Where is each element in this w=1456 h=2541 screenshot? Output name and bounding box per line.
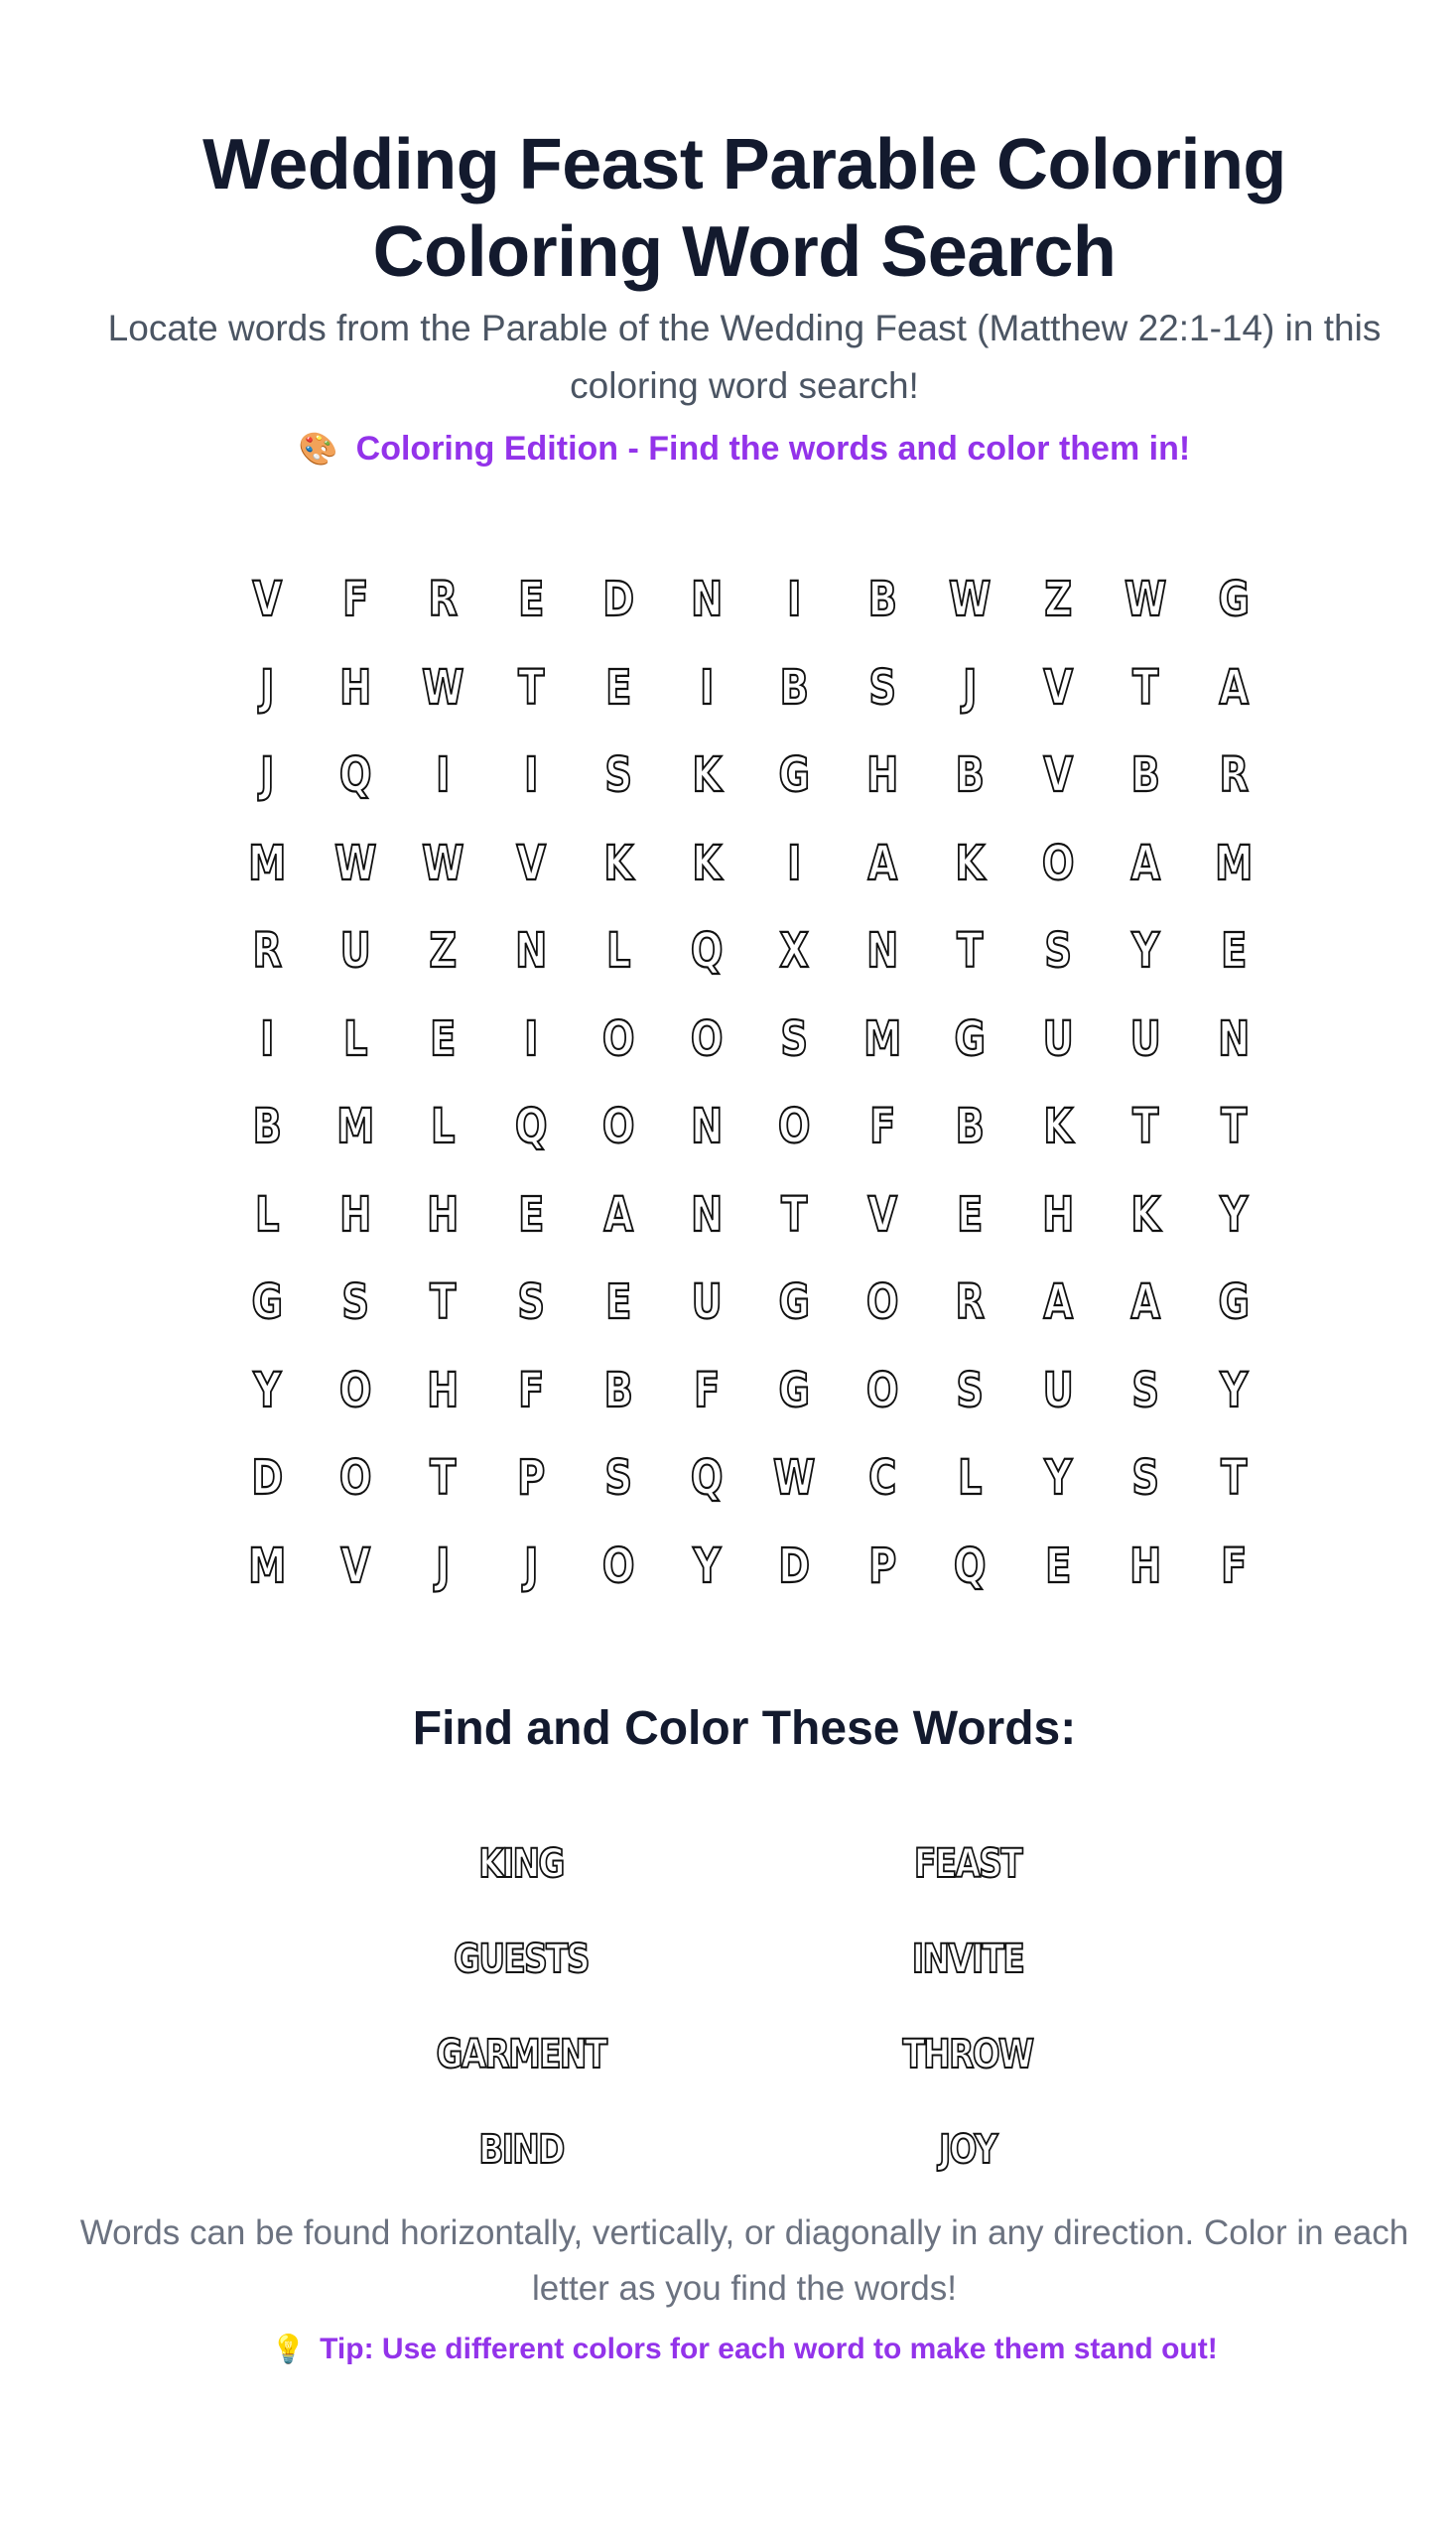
word-list-item: THROW bbox=[902, 2032, 1033, 2077]
grid-cell[interactable]: K bbox=[1042, 1099, 1073, 1155]
grid-cell[interactable]: G bbox=[251, 1274, 284, 1331]
grid-cell[interactable]: L bbox=[431, 1099, 456, 1155]
grid-cell[interactable]: B bbox=[779, 659, 809, 716]
grid-cell[interactable]: J bbox=[436, 1538, 451, 1594]
grid-cell[interactable]: K bbox=[691, 835, 722, 891]
grid-cell[interactable]: B bbox=[955, 1099, 985, 1155]
edition-banner bbox=[99, 427, 1390, 470]
grid-cell[interactable]: H bbox=[865, 747, 898, 804]
page-subtitle: Locate words from the Parable of the Wedding Feast (Matthew 22:1-14) in this coloring word search! bbox=[107, 308, 1382, 406]
grid-cell[interactable]: S bbox=[1131, 1450, 1160, 1507]
grid-cell[interactable]: A bbox=[1218, 659, 1249, 716]
grid-cell[interactable]: T bbox=[430, 1274, 457, 1331]
grid-cell[interactable]: L bbox=[958, 1450, 983, 1507]
grid-cell[interactable]: D bbox=[251, 1450, 284, 1507]
grid-cell[interactable]: Z bbox=[1043, 572, 1072, 628]
grid-cell[interactable]: U bbox=[1129, 1010, 1161, 1067]
grid-cell[interactable]: R bbox=[1218, 747, 1249, 804]
grid-cell[interactable]: S bbox=[516, 1274, 545, 1331]
grid-cell[interactable]: I bbox=[787, 572, 802, 628]
grid-cell[interactable]: H bbox=[338, 659, 371, 716]
page-title: Wedding Feast Parable Coloring Coloring Word Search bbox=[202, 125, 1286, 292]
grid-cell[interactable]: U bbox=[1042, 1010, 1074, 1067]
grid-cell[interactable]: B bbox=[252, 1099, 282, 1155]
grid-cell[interactable]: T bbox=[1132, 1099, 1159, 1155]
grid-cell[interactable]: D bbox=[778, 1538, 811, 1594]
word-list-heading: Find and Color These Words: bbox=[412, 1702, 1077, 1755]
grid-cell[interactable]: W bbox=[422, 835, 464, 891]
grid-cell[interactable]: I bbox=[523, 1010, 538, 1067]
grid-cell[interactable]: L bbox=[606, 923, 631, 980]
grid-cell[interactable]: K bbox=[603, 835, 634, 891]
grid-cell[interactable]: E bbox=[430, 1010, 457, 1067]
grid-cell[interactable]: G bbox=[778, 1274, 811, 1331]
grid-cell[interactable]: G bbox=[954, 1010, 987, 1067]
grid-cell[interactable]: E bbox=[1044, 1538, 1071, 1594]
grid-cell[interactable]: E bbox=[605, 659, 632, 716]
grid-cell[interactable]: N bbox=[690, 572, 723, 628]
grid-cell[interactable]: I bbox=[699, 659, 714, 716]
grid-cell[interactable]: E bbox=[605, 1274, 632, 1331]
palette-icon: 🎨 bbox=[298, 431, 338, 467]
word-list-item: GUESTS bbox=[454, 1937, 589, 1982]
grid-cell[interactable]: F bbox=[868, 1099, 895, 1155]
grid-cell[interactable]: I bbox=[260, 1010, 275, 1067]
word-list bbox=[298, 1816, 1191, 2198]
grid-cell[interactable]: M bbox=[862, 1010, 901, 1067]
tip-banner bbox=[99, 2329, 1390, 2370]
grid-cell[interactable]: A bbox=[866, 835, 897, 891]
grid-cell[interactable]: O bbox=[865, 1274, 899, 1331]
grid-cell[interactable]: B bbox=[955, 747, 985, 804]
grid-cell[interactable]: V bbox=[1042, 659, 1073, 716]
grid-cell[interactable]: Y bbox=[253, 1362, 282, 1418]
grid-cell[interactable]: M bbox=[335, 1099, 374, 1155]
grid-cell[interactable]: Y bbox=[692, 1538, 721, 1594]
grid-cell[interactable]: W bbox=[333, 835, 376, 891]
grid-cell[interactable]: Q bbox=[690, 1450, 724, 1507]
grid-cell[interactable]: Q bbox=[338, 747, 372, 804]
grid-cell[interactable]: S bbox=[956, 1362, 985, 1418]
grid-cell[interactable]: T bbox=[1220, 1450, 1247, 1507]
grid-cell[interactable]: S bbox=[780, 1010, 809, 1067]
grid-cell[interactable]: U bbox=[691, 1274, 723, 1331]
grid-cell[interactable]: L bbox=[255, 1186, 280, 1243]
grid-cell[interactable]: E bbox=[1220, 923, 1247, 980]
grid-cell[interactable]: O bbox=[690, 1010, 724, 1067]
grid-cell[interactable]: V bbox=[866, 1186, 897, 1243]
grid-cell[interactable]: I bbox=[787, 835, 802, 891]
grid-cell[interactable]: F bbox=[693, 1362, 720, 1418]
grid-cell[interactable]: J bbox=[260, 659, 275, 716]
grid-cell[interactable]: E bbox=[517, 1186, 544, 1243]
grid-cell[interactable]: G bbox=[778, 1362, 811, 1418]
grid-cell[interactable]: I bbox=[436, 747, 451, 804]
grid-cell[interactable]: V bbox=[1042, 747, 1073, 804]
grid-cell[interactable]: A bbox=[1130, 835, 1161, 891]
puzzle-grid-container bbox=[223, 556, 1265, 1610]
grid-cell[interactable]: O bbox=[338, 1362, 372, 1418]
grid-cell[interactable]: S bbox=[340, 1274, 369, 1331]
grid-cell[interactable]: B bbox=[1130, 747, 1160, 804]
grid-cell[interactable]: H bbox=[338, 1186, 371, 1243]
instructions-text: Words can be found horizontally, vertically, or diagonally in any direction. Color in each letter as you find the words! bbox=[79, 2213, 1409, 2308]
grid-cell[interactable]: P bbox=[867, 1538, 896, 1594]
word-list-item: FEAST bbox=[913, 1841, 1021, 1887]
grid-cell[interactable]: T bbox=[1220, 1099, 1247, 1155]
grid-cell[interactable]: Y bbox=[1219, 1186, 1248, 1243]
grid-cell[interactable]: G bbox=[1217, 1274, 1250, 1331]
grid-cell[interactable]: H bbox=[427, 1186, 460, 1243]
grid-cell[interactable]: R bbox=[955, 1274, 986, 1331]
grid-cell[interactable]: Y bbox=[1219, 1362, 1248, 1418]
grid-cell[interactable]: W bbox=[773, 1450, 816, 1507]
grid-cell[interactable]: A bbox=[603, 1186, 634, 1243]
grid-cell[interactable]: Q bbox=[690, 923, 724, 980]
letter-grid bbox=[223, 556, 1265, 1610]
grid-cell[interactable]: M bbox=[248, 835, 287, 891]
grid-cell[interactable]: M bbox=[248, 1538, 287, 1594]
grid-cell[interactable]: B bbox=[867, 572, 897, 628]
grid-cell[interactable]: E bbox=[957, 1186, 984, 1243]
grid-cell[interactable]: Z bbox=[429, 923, 458, 980]
edition-text: Coloring Edition - Find the words and color them in! bbox=[355, 430, 1191, 468]
grid-cell[interactable]: T bbox=[1132, 659, 1159, 716]
grid-cell[interactable]: C bbox=[867, 1450, 896, 1507]
tip-text: Tip: Use different colors for each word to make them stand out! bbox=[320, 2333, 1218, 2365]
grid-cell[interactable]: O bbox=[601, 1099, 635, 1155]
grid-cell[interactable]: O bbox=[601, 1538, 635, 1594]
word-list-item: BIND bbox=[478, 2127, 564, 2173]
grid-cell[interactable]: S bbox=[867, 659, 896, 716]
word-list-item: GARMENT bbox=[436, 2032, 606, 2077]
grid-cell[interactable]: X bbox=[779, 923, 810, 980]
grid-cell[interactable]: O bbox=[1041, 835, 1075, 891]
grid-cell[interactable]: W bbox=[1125, 572, 1167, 628]
grid-cell[interactable]: K bbox=[691, 747, 722, 804]
grid-cell[interactable]: G bbox=[778, 747, 811, 804]
grid-cell[interactable]: B bbox=[603, 1362, 633, 1418]
grid-cell[interactable]: K bbox=[955, 835, 986, 891]
grid-cell[interactable]: H bbox=[1129, 1538, 1162, 1594]
grid-cell[interactable]: W bbox=[949, 572, 992, 628]
grid-cell[interactable]: H bbox=[1041, 1186, 1074, 1243]
grid-cell[interactable]: K bbox=[1130, 1186, 1161, 1243]
grid-cell[interactable]: D bbox=[602, 572, 635, 628]
grid-cell[interactable]: F bbox=[517, 1362, 544, 1418]
grid-cell[interactable]: N bbox=[1217, 1010, 1250, 1067]
grid-cell[interactable]: J bbox=[963, 659, 978, 716]
grid-cell[interactable]: H bbox=[427, 1362, 460, 1418]
grid-cell[interactable]: N bbox=[690, 1099, 723, 1155]
grid-cell[interactable]: O bbox=[865, 1362, 899, 1418]
grid-cell[interactable]: J bbox=[523, 1538, 538, 1594]
word-list-item: KING bbox=[478, 1841, 564, 1887]
grid-cell[interactable]: S bbox=[1131, 1362, 1160, 1418]
grid-cell[interactable]: A bbox=[1130, 1274, 1161, 1331]
grid-cell[interactable]: Q bbox=[514, 1099, 548, 1155]
grid-cell[interactable]: L bbox=[342, 1010, 367, 1067]
grid-cell[interactable]: R bbox=[252, 923, 283, 980]
word-list-item: INVITE bbox=[911, 1937, 1024, 1982]
grid-cell[interactable]: S bbox=[1043, 923, 1072, 980]
grid-cell[interactable]: T bbox=[957, 923, 984, 980]
grid-cell[interactable]: T bbox=[517, 659, 544, 716]
grid-cell[interactable]: J bbox=[260, 747, 275, 804]
grid-cell[interactable]: R bbox=[428, 572, 459, 628]
grid-cell[interactable]: Q bbox=[953, 1538, 987, 1594]
grid-cell[interactable]: P bbox=[516, 1450, 545, 1507]
grid-cell[interactable]: N bbox=[514, 923, 547, 980]
grid-cell[interactable]: T bbox=[781, 1186, 808, 1243]
lightbulb-icon: 💡 bbox=[271, 2334, 307, 2364]
grid-cell[interactable]: V bbox=[515, 835, 546, 891]
grid-cell[interactable]: T bbox=[430, 1450, 457, 1507]
grid-cell[interactable]: V bbox=[252, 572, 283, 628]
grid-cell[interactable]: U bbox=[1042, 1362, 1074, 1418]
grid-cell[interactable]: S bbox=[604, 1450, 633, 1507]
grid-cell[interactable]: Y bbox=[1131, 923, 1160, 980]
grid-cell[interactable]: F bbox=[341, 572, 368, 628]
grid-cell[interactable]: E bbox=[517, 572, 544, 628]
grid-cell[interactable]: O bbox=[601, 1010, 635, 1067]
grid-cell[interactable]: I bbox=[523, 747, 538, 804]
grid-cell[interactable]: F bbox=[1220, 1538, 1247, 1594]
grid-cell[interactable]: M bbox=[1214, 835, 1253, 891]
grid-cell[interactable]: U bbox=[339, 923, 371, 980]
grid-cell[interactable]: A bbox=[1042, 1274, 1073, 1331]
grid-cell[interactable]: N bbox=[865, 923, 898, 980]
word-list-item: JOY bbox=[939, 2127, 996, 2173]
grid-cell[interactable]: O bbox=[777, 1099, 811, 1155]
grid-cell[interactable]: N bbox=[690, 1186, 723, 1243]
grid-cell[interactable]: Y bbox=[1043, 1450, 1072, 1507]
grid-cell[interactable]: W bbox=[422, 659, 464, 716]
grid-cell[interactable]: V bbox=[339, 1538, 370, 1594]
grid-cell[interactable]: G bbox=[1217, 572, 1250, 628]
grid-cell[interactable]: S bbox=[604, 747, 633, 804]
grid-cell[interactable]: O bbox=[338, 1450, 372, 1507]
